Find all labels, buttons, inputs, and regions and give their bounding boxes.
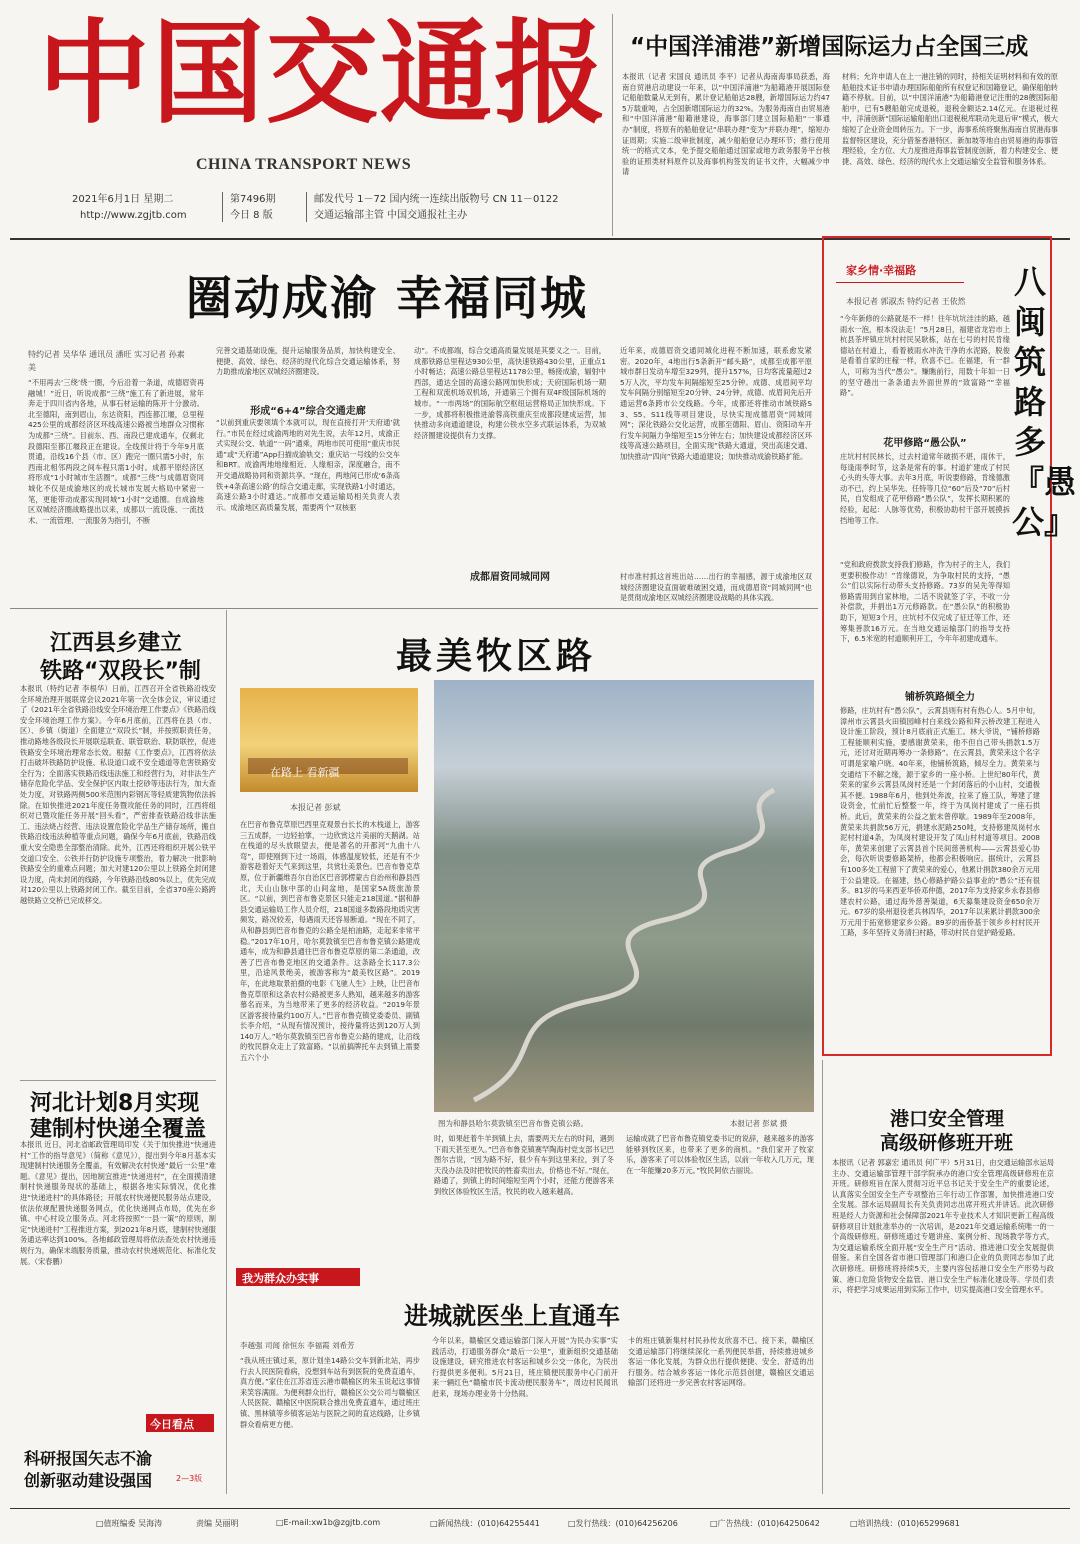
home-column-text2: 修路，庄坑村有“愚公队”，云霄县则有村有热心人。5月中旬，漳州市云霄县火田镇园峰村白来线公路和拜云桥改建工程进入设计施工阶段，预计8月底前正式施工。林大爷说，“铺桥修路工程能顺利实施，要感谢黄荣来，他不但自己带头捐款1.5万元，还讨对近期再筹办一条修路”。在云霄县，黄荣来这个名字可谓是家喻户晓。40年来，他铺桥筑路，倾尽全力。黄荣来与交通结下不解之缘，源于家乡的一座小桥。上世纪80年代，黄荣来的家乡云霄县凤岗村还是一个封闭落后的小山村，交通极其不便。1988年6月，他到处奔波，拉来了施工队，筹建了建设资金，忙前忙后整整一年，终于为凤岗村建成了一座石拱桥。此后，黄荣来的公益之旅未曾停歇。1989年至2008年，黄荣来共捐款56万元，捐建水泥路250吨，支持修建凤岗村水泥村村道4条，为凤岗村建设开发了凤山村村道等项目。2008年，黄荣来创建了云霄县首个民间慈善机构——云霄县爱心协会，每次听说要修路架桥，他都会积极响应。据统计，云霄县有100多处工程留下了黄荣来的爱心，他累计捐款380余万元用于公益建设。在福建，热心修路护路公益事业的“愚公”还有很多。81岁的马来西亚华侨邓仲德，2017年为支持家乡永春县修建农村公路，通过海外慈善渠道，6天募集建设资金650余万元。67岁的泉州退役老兵林四华，2017年以来累计捐款300余万元用于拓宽修建家乡公路。89岁的南侨基于领乡乡村村民开工路，多年坚持义务清扫村路，带动村民自觉护路爱路。	[840, 706, 1040, 938]
masthead-divider	[222, 192, 223, 222]
port-headline-1: 港口安全管理	[890, 1108, 1005, 1130]
service-col3: 卡的班庄镇新集村村民孙传友欣喜不已。接下来，赣榆区交通运输部门将继续深化一系列便民举措，持续推进城乡客运一体化发展，为群众出行提供便捷、安全、舒适的出行服务。结合城乡客运一体化示范县创建，赣榆区交通运输部门还将进一步完善农村客运网络。	[628, 1336, 814, 1388]
footer-email[interactable]: □E-mail:xw1b@zgjtb.com	[276, 1518, 381, 1527]
pastoral-col1: 在巴音布鲁克草原巴西里克观景台长长的木栈道上，游客三五成群，一边轻拍掌，一边欣赏这片美丽的天鹅湖。站在栈道的尽头放眼望去，便是著名的开都河“九曲十八弯”，即使刚到下过一场雨，体感温度较低，还是有不少游客趁着好天气来到这里，共赏壮美景色。巴音布鲁克草原，位于新疆维吾尔自治区巴音郭楞蒙古自治州和静县西北，天山山脉中部的山间盆地，是国家5A级旅游景区。“以前，到巴音布鲁克景区只能走218国道。”据和静县交通运输局工作人员介绍，218国道多数路段地质灾害频发，路况较差，每遇雨天还容易断道。“现在不同了，从和静县到巴音布鲁克的公路全是柏油路，走起来非常平稳。”2017年10月，哈尔莫敦镇至巴音布鲁克镇公路建成通车，成为和静县通往巴音布鲁克草原的第二条通道，改善了巴音布鲁克地区的交通条件。这条路全长117.3公里，沿途风景绝美，被游客称为“最美牧区路”。2019年，在此地取景拍摄的电影《飞驰人生》上映，让巴音布鲁克草原和这条农村公路被更多人熟知，越来越多的游客慕名而来，为当地带来了更多的经济收益。“2019年景区游客接待量约100万人。”巴音布鲁克镇党委委员、副镇长李介绍，“从现有情况预计，接待量将达到120万人到140万人。”哈尔莫敦镇至巴音布鲁克公路的建成，让沿线的牧民群众走上了致富路。“以前搞牌托车去到镇上需要五六个小	[240, 820, 420, 1063]
issue-number: 第7496期	[230, 194, 276, 205]
lead-byline: 特约记者 吴华华 通讯员 潘旺 实习记者 孙素美	[28, 350, 185, 372]
home-column-subhead1: 花甲修路“愚公队”	[883, 438, 967, 449]
lead-col2b: “以前到重庆要领填个本就可以，现在直接打开‘天府通’就行。”市民在经过成渝两地的对先生说，去年12月，成渝正式实现公交、轨道“一码”通乘，两地市民可使用“重庆市民通”或“天府通”App扫描成渝轨交；重庆站一号线的公交车和BRT。成渝两地地缘相近、人缘相亲，深度融合，南不开交通战略协同和资源共享。“现在，两地间已形成‘6条高铁+4条高速公路’的综合交通走廊，实现铁路1小时通达，高速公路3小时通达。”成都市交通运输局相关负责人表示。成渝地区高质量发展，需要两个“双核驱	[216, 418, 400, 512]
today-tag: 今日看点	[150, 1418, 194, 1431]
pastoral-col3: 运输成就了巴音布鲁克镇党委书记的说辞，越来越多的游客能够到牧区来，也带来了更多的商机。“我们家开了牧家乐，游客来了可以体验牧区生活，以前一年收入几万元，现在一年能赚20多万元。”牧民阿依古丽说。	[626, 1134, 814, 1175]
service-col1: “我从班庄镇过来，原计划坐14路公交车到新北站，再步行去人民医院看病，没想到车站有到医院的免费直通车，真方便。”家住在江苏省连云港市赣榆区的朱玉说起这事情来笑容满面。为便利群众出行，赣榆区公交公司与赣榆区人民医院、赣榆区中医院联合推出免费直通车，通过班庄镇、黑林镇等乡镇客运站与医院之间的直达线路，让乡镇群众看病更方便。	[240, 1356, 420, 1429]
hebei-headline-2: 建制村快递全覆盖	[30, 1117, 207, 1142]
today-line1: 科研报国矢志不渝	[24, 1449, 153, 1468]
postal-code: 邮发代号 1－72 国内统一连续出版物号 CN 11－0122	[314, 194, 559, 205]
today-pages[interactable]: 2—3版	[176, 1474, 203, 1483]
jiangxi-headline-1: 江西县乡建立	[50, 631, 183, 656]
section-rule	[10, 608, 818, 609]
pastoral-photo	[434, 680, 814, 1112]
port-text: 本报讯（记者 郭嘉宏 通讯员 何广平）5月31日，由交通运输部水运局主办、交通运输部管理干部学院承办的港口安全管理高级研修班在京开班。研修班旨在深入贯彻习近平总书记关于安全生产的重要论述，认真落实全国安全生产专项整治三年行动工作部署，加快推进港口安全发展。部水运局副局长有关负责同志出席开班式并讲话。此次研修班是经人力资源和社会保障部2021年专业技术人才知识更新工程高级研修项目计划批准举办的一次培训，是2021年交通运输系统唯一的一个高级研修班。研修班通过专题讲座、案例分析、现场教学等方式，为交通运输系统全面开展“安全生产月”活动、推进港口安全发展提供借鉴。来自全国各省市港口管理部门和港口企业的负责同志参加了此次研修班。研修班将持续5天，主要内容包括港口安全生产形势与政策、港口危险货物安全监管、港口安全生产标准化建设等。学员们表示，将把学习成果运用到实际工作中，切实提高港口安全管理水平。	[832, 1158, 1054, 1295]
pastoral-byline: 本报记者 彭斌	[290, 803, 341, 812]
home-column-tag: 家乡情·幸福路	[846, 264, 917, 277]
lead-col3: 动”。不成都端，综合交通高质量发展是其要义之一。目前，成都铁路总里程达930公里，高快速铁路430公里，正重点1小时畅达；高速公路总里程达1178公里，畅接成渝，辐射中西部，通达全国的高速公路网加快形成；天府国际机场一期工程和双流机场双机场，开通第三个拥有双4F级国际机场的城市。“一市两场”的国际航空枢纽运营格局正加快形成。下一步，成都将积极推进渝蓉高铁重庆至成都段建成运营，加快推动多向通道建设，构建公铁水空多式联运体系，为双城经济圈建设提供有力支撑。	[414, 346, 606, 440]
tag-underline	[836, 282, 964, 283]
service-tag: 我为群众办实事	[242, 1272, 319, 1285]
service-col2: 今年以来，赣榆区交通运输部门深入开展“为民办实事”实践活动，打通服务群众“最后一公里”，重新组织交通基础设施建设，研究推进农村客运和城乡公交一体化，为民出行提供更多便利。5月21日，班庄镇便民服务中心门前开来一辆红色“赣榆市民卡流动便民服务车”，周边村民闻讯赶来，现场办理业务十分热闹。	[432, 1336, 618, 1398]
footer-duty-editor: 责编 吴丽明	[196, 1519, 239, 1528]
pastoral-photo-credit: 本报记者 彭斌 摄	[730, 1119, 788, 1128]
jiangxi-headline-2: 铁路“双段长”制	[40, 659, 201, 684]
home-column-subhead2: 铺桥筑路倾全力	[905, 692, 975, 703]
column-divider	[226, 610, 227, 1494]
port-headline-2: 高级研修班开班	[880, 1132, 1014, 1154]
masthead-divider	[306, 192, 307, 222]
pastoral-photo-caption: 图为和静县哈尔莫敦镇至巴音布鲁克镇公路。	[438, 1119, 588, 1128]
home-column-headline: 八闽筑路多『愚公』	[1012, 263, 1077, 541]
hebei-text: 本报讯 近日，河北省邮政管理局印发《关于加快推进“快递进村”工作的指导意见》（简称《意见》），提出到今年8月基本实现建制村快递服务全覆盖，有效解决农村快递“最后一公里”难题。《意见》提出，因地制宜推进“快递进村”，在全面摸清建制村快递服务现状的基础上，根据各地实际情况，优化推进“快递进村”的具体路径；开展农村快递便民服务站点建设，依法依规配置快递服务网点，优化快递网点布局，优先在乡镇、中心村设立服务点。河北将按照“一县一策”的原则，制定“快递进村”工程推进方案，到2021年8月底，建制村快递服务通达率达到100%。各地邮政管理局将依法查处农村快递违规行为，确保末端服务质量，推动农村快递规范化、标准化发展。（宋春鹏）	[20, 1140, 216, 1266]
issue-date: 2021年6月1日 星期二	[72, 194, 174, 205]
home-column-intro: “今年新修的公路就是不一样！往年坑坑洼洼的路，越雨水一泡，根本没法走！”5月28日，福建省龙岩市上杭县茶坪镇庄坑村村民吴耿栋，站在七号的村民肯缘德站在村道上，看着被雨水冲洗干净的水泥路，脱俊是看着自家的庄稼一样，欣喜不已。在福建，有一群人，可称为当代“愚公”。赚瞧前行，用数十年如一日的坚守趟出一条条通去外面世界的“致富路”“幸福路”。	[840, 314, 1010, 398]
lead-col2: 完善交通基础设施，提升运输服务品质，加快构建安全、便捷、高效、绿色、经济的现代化综合交通运输体系，努力助推成渝地区双城经济圈建设。	[216, 346, 400, 377]
masthead-title: 中国交通报	[38, 8, 608, 139]
footer-distribution-hotline: □发行热线：(010)64256206	[568, 1519, 678, 1528]
top-story-headline: “中国洋浦港”新增国际运力占全国三成	[630, 34, 1029, 60]
footer-ad-hotline: □广告热线：(010)64250642	[710, 1519, 820, 1528]
pastoral-col2: 时，如果赶着牛羊到镇上去，需要两天左右的时间，遇到下雨天甚至更久。”巴音布鲁克镇赛罕陶海村党支部书记巴图尔吉说，“因为路不好，很少有车到这里来拉，到了冬天没办法及时把牧民的牲畜卖出去，价格也不好。”现在，路通了，到镇上的时间缩短至两个小时，还能方便游客来到牧区体验牧区生活，牧民的收入越来越高。	[434, 1134, 614, 1196]
lead-col4-end: 村市准村抓这首班出站……出行的幸福感，源于成渝地区双城经济圈建设直面破难破困交通，而成德眉资“同城同网”也是贯彻成渝地区双城经济圈建设战略的具体实践。	[620, 572, 812, 602]
top-story-col1: 本报讯（记者 宋国良 通讯员 李平）记者从海南海事局获悉，海南自贸港启动建设一年来，以“中国洋浦港”为船籍港开展国际登记船舶数量从无到有，累计登记船舶达28艘，新增国际运力约475万载重吨，占全国新增国际运力的32%。为服务海南自由贸易港和“中国洋浦港”船籍港建设，海事部门建立国际船舶“一事通办”制度，将原有的船舶登记“串联办理”变为“并联办理”，缩短办证周期；实施二级审批制度，减少船舶登记办理环节；推行使用统一的格式文本，免予提交船舶通过国家或地方政务服务平台核验的证照类材料原件以及海事机构签发的证书文件，大幅减少申请	[622, 72, 830, 177]
top-story-col2: 材料；允许申请人在上一港注销的同时，持相关证明材料和有效的原船舶技术证书申请办理国际船舶所有权登记和国籍登记，确保船舶转籍不停航。目前，以“中国洋浦港”为船籍港登记注册的28艘国际船舶中，已有5艘船舶完成退税，退税金额达2.14亿元。在退税过程中，洋浦创新“国际运输船舶出口退税税库联动先退后审”模式，极大缩短了企业资金周转压力。下一步，海事系统将聚焦海南自贸港海事监督特区建设，充分借鉴香港特区、新加坡等地自由贸易港的海事管理经验，全方位、大力度推进海事监管制度创新，着力构建安全、便捷、高效、绿色、经济的现代水上交通运输安全监管和服务体系。	[842, 72, 1058, 166]
lead-subhead-bottom: 成都眉资同城同网	[470, 572, 550, 583]
lead-headline: 圈动成渝 幸福同城	[186, 271, 589, 325]
jiangxi-text: 本报讯（特约记者 李根华）日前，江西召开全省铁路沿线安全环境治理开展联席会议2021年第一次全体会议，审议通过了《2021年全省铁路沿线安全环境治理工作要点》《铁路沿线安全环境治理工作方案》。今年6月底前，江西将在县（市、区）、乡镇（街道）全面建立“双段长”制，并按照职责任务，推动路地各级段长开展联巡联查、联管联治、联防联控，促进铁路安全环境治理常态长效。根据《工作要点》，江西将依法打击破坏铁路防护设施、私设道口或不安全通道等危害铁路安全行为；全面落实铁路沿线违法施工和经营行为，对非法生产储存危险化学品、安全保护区内取土挖砂等违法行为，加大查处力度，对铁路两侧500米范围内彩钢瓦等轻质建筑物依法拆除。在如快推进2021年度任务暨攻能任务的同时，江西将组织对已暨攻能任务开展“回头看”，严密排查铁路沿线非法施工、违法烧占经营、违法设置危险化学品生产储存场所，搬自铁路沿线违法种植等重点问题，确保今年6月底前，铁路沿线重大安全隐患全部整治清除。此外，江西还将组织开展公铁平交道口安全、公铁并行防护设施专项整治，着力解决一批影响铁路安全的重难点问题；加大对建120公里以上铁路全封闭建设力度，尚未封闭的线路，今年铁路沿线80%以上，优先完成对120公里以上铁路封闭工作。截至目前，全省370座公路跨越铁路立交桥已完成移交。	[20, 684, 216, 905]
page-count: 今日 8 版	[230, 210, 273, 221]
sponsor-line: 交通运输部主管 中国交通报社主办	[314, 210, 468, 221]
home-column-text1b: “党和政府拨款支持我们修路，作为村子的主人，我们更要积极作动！”肯缘德说，为争取村民的支持，“愚公”们以实际行动带头支持修路。73岁的吴先等得知修路需用到自家林地，二话不说就签了字，不收一分补偿款，并捐出1万元修路款。在“愚公队”的积极协助下，短短3个月，庄坑村不仅完成了征迁等工作，还筹集善款16万元。在当地交通运输部门的指导支持下，6.5米宽的村道顺利开工，今年年初建成通车。	[840, 560, 1010, 644]
footer-training-hotline: □培训热线：(010)65299681	[850, 1519, 960, 1528]
footer-news-hotline: □新闻热线：(010)64255441	[430, 1519, 540, 1528]
service-byline: 李越强 司闻 徐恒东 李福霞 刘希芳	[240, 1341, 355, 1350]
lead-col4: 近年来，成德眉资交通同城化进程不断加速，联系愈发紧密。2020年，4地出行5条新开“邮头路”，成都至成都平原城市群日发动车增至329列，提升157%，日均客流量超过25万人次，平均发车间隔缩短至25分钟。成德、成眉间平均发车间隔分别缩短至20分钟、24分钟，成德、成眉间先后开通运营6条跨市公交线路。今年，成都还将推动市域铁路S3、S5、S11线等项目建设，尽快实现成德眉资“同城同网”；深化铁路公交化运营，成都至德阳、眉山、资阳动车开行发车间隔力争缩短至15分钟左右；加快建设成都经济区环线等高速公路项目，全面实现“铁路大通道，突出高速交通、加快推动“四向”铁路大通道建设；加快推动成渝铁路扩能。	[620, 346, 812, 461]
road-illustration	[434, 680, 814, 1112]
masthead-english: CHINA TRANSPORT NEWS	[196, 156, 412, 173]
column-divider	[612, 14, 613, 236]
inset-caption: 在路上 看新疆	[270, 766, 340, 779]
service-headline: 进城就医坐上直通车	[404, 1302, 620, 1330]
hebei-headline-1: 河北计划8月实现	[30, 1091, 200, 1116]
website-link[interactable]: http://www.zgjtb.com	[80, 210, 187, 221]
pastoral-headline: 最美牧区路	[396, 636, 597, 677]
lead-col2-subhead: 形成“6+4”综合交通走廊	[250, 406, 366, 417]
lead-col1: “不用再去‘三绕’绕一圈，今后沿着一条道，成德眉资再融城！”近日，听说成都“三绕”施工有了新进展，常年奔走于四川省内各地，从事石材运输的陈开十分激动。北至德阳，南到眉山，东达资阳，西连都江堰，总里程425公里的成都经济区环线高速公路被当地群众习惯称为成都“三绕”。目前东、西、南段已建成通车，仅剩北段德阳至都江堰段正在建设。全线预计将于今年9月底贯通，沿线16个县（市、区）跑完一圈只需5小时，东西南北相邻两段之间车程只需1小时。成都平原经济区将形成“1小时城市生活圈”。成都“三绕”与成德眉资同城化不仅是成渝地区的成长城市发展大格局中紧密一笔，更能带动成都实现同城“1小时”交通圈。自成渝地区双城经济圈战略提出以来，成都以一流设施、一流技术、一流管理、一流服务为指引，不断	[28, 378, 204, 525]
footer-editor: □值班编委 吴海涛	[96, 1519, 163, 1528]
footer-rule	[10, 1508, 1070, 1509]
pastoral-inset-image	[240, 688, 418, 792]
column-divider	[822, 1060, 823, 1494]
section-divider	[20, 1080, 216, 1081]
home-column-text1: 庄坑村村民林长，过去村道常年破损不堪，雨休干，每逢雨季时节，这条是常有的事。村道扩建成了村民心头的头等大事。去年3月底，听说要修路，肯缘德激动不已，约上吴华先、任特等几位“60”后及“70”后村民，自发组成了花甲修路“愚公队”，发挥长期积累的经验，起起：人脉等优势，积极协助村干部开展摸拆挡地等工作。	[840, 452, 1010, 525]
home-column-byline: 本报记者 郭淑杰 特约记者 王依然	[846, 297, 966, 306]
today-line2: 创新驱动建设强国	[24, 1471, 153, 1490]
